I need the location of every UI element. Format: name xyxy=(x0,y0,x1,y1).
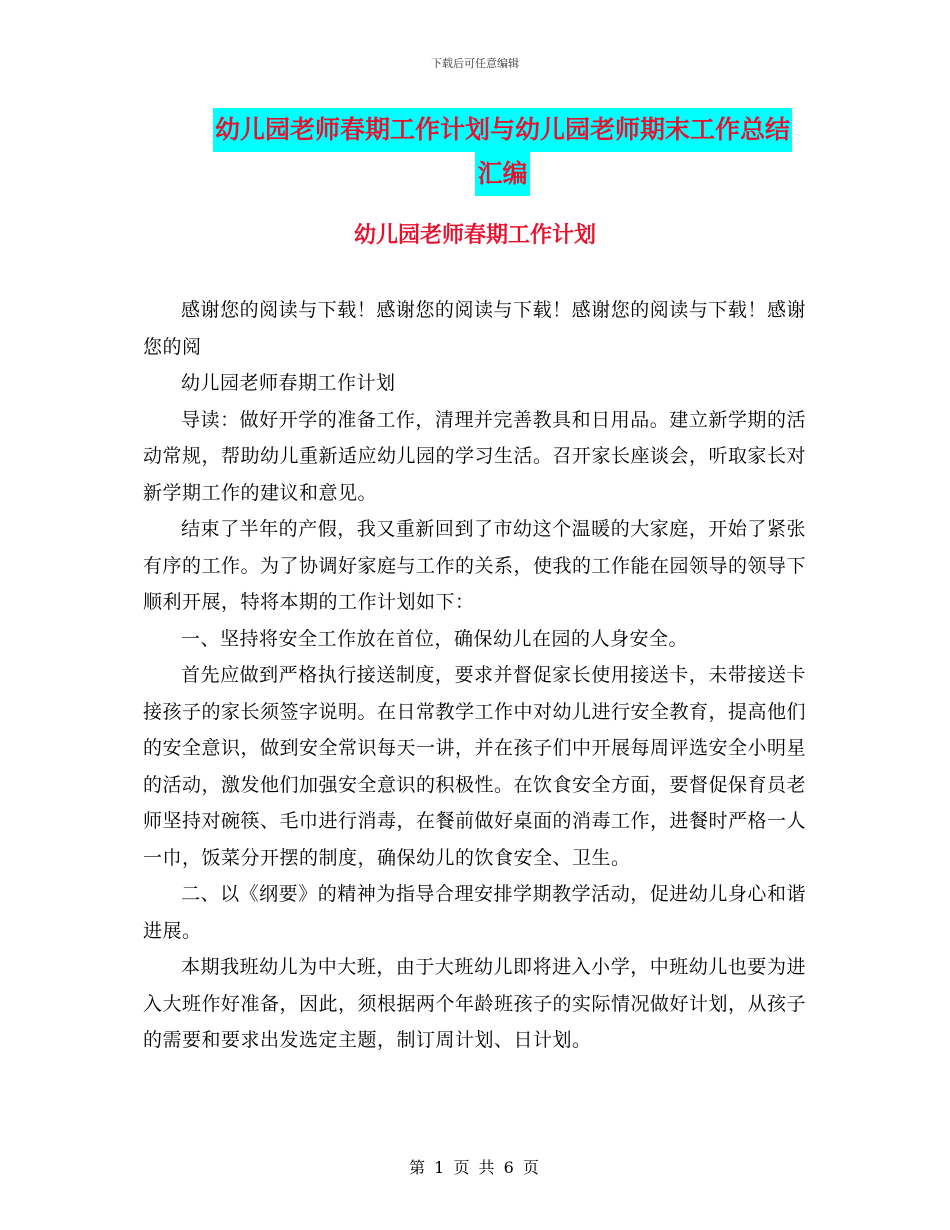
paragraph: 一、坚持将安全工作放在首位，确保幼儿在园的人身安全。 xyxy=(181,627,689,650)
paragraph: 首先应做到严格执行接送制度，要求并督促家长使用接送卡，未带接送卡接孩子的家长须签字说明。在日常教学工作中对幼儿进行安全教育，提高他们的安全意识，做到安全常识每天一讲，并在孩子们中开展每周评选安全小明星的活动，激发他们加强安全意识的积极性。在饮食安全方面，要督促保育员老师坚持对碗筷、毛巾进行消毒，在餐前做好桌面的消毒工作，进餐时严格一人一巾，饭菜分开摆的制度，确保幼儿的饮食安全、卫生。 xyxy=(143,664,807,869)
page-header-note: 下载后可任意编辑 xyxy=(431,57,519,70)
paragraph: 本期我班幼儿为中大班，由于大班幼儿即将进入小学，中班幼儿也要为进入大班作好准备，因此，须根据两个年龄班孩子的实际情况做好计划，从孩子的需要和要求出发选定主题，制订周计划、日计划。 xyxy=(143,956,807,1051)
document-body xyxy=(143,292,806,1059)
paragraph: 感谢您的阅读与下载！感谢您的阅读与下载！感谢您的阅读与下载！感谢您的阅 xyxy=(143,299,806,358)
paragraph: 结束了半年的产假，我又重新回到了市幼这个温暖的大家庭，开始了紧张有序的工作。为了协调好家庭与工作的关系，使我的工作能在园领导的领导下顺利开展，特将本期的工作计划如下： xyxy=(143,518,807,613)
paragraph: 导读：做好开学的准备工作，清理并完善教具和日用品。建立新学期的活动常规，帮助幼儿重新适应幼儿园的学习生活。召开家长座谈会，听取家长对新学期工作的建议和意见。 xyxy=(143,408,807,504)
paragraph: 幼儿园老师春期工作计划 xyxy=(181,372,396,394)
section-heading: 幼儿园老师春期工作计划 xyxy=(353,223,596,248)
document-title-line-2: 汇编 xyxy=(475,152,529,196)
paragraph: 二、以《纲要》的精神为指导合理安排学期教学活动，促进幼儿身心和谐进展。 xyxy=(143,883,806,942)
page-number-footer: 第 1 页 共 6 页 xyxy=(409,1158,541,1177)
document-title-line-1: 幼儿园老师春期工作计划与幼儿园老师期末工作总结 xyxy=(213,108,792,152)
document-title xyxy=(195,108,810,196)
